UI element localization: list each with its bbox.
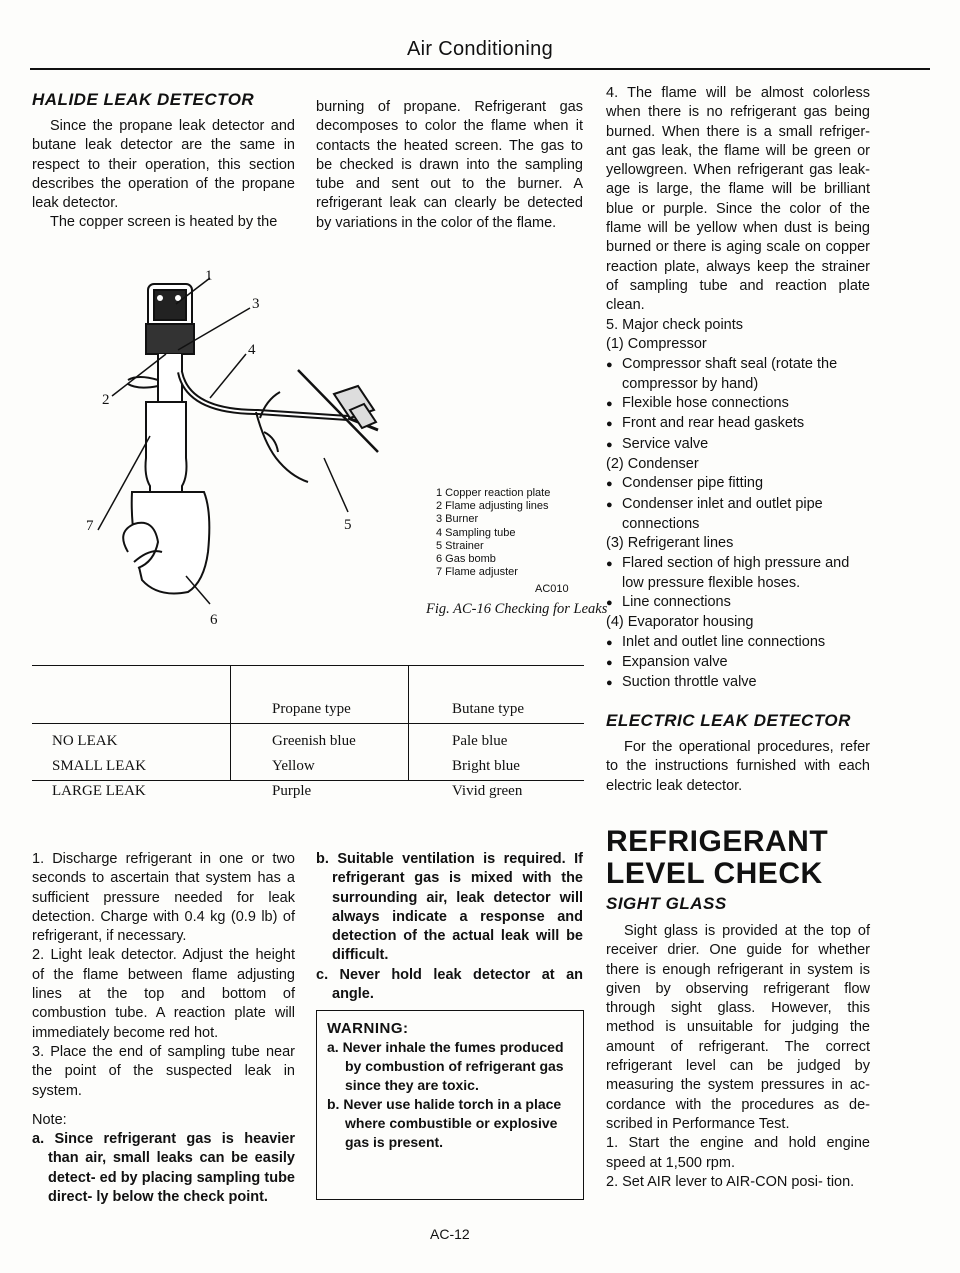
callout-1: 1 [205,268,213,284]
refrigerant-level-heading-2: LEVEL CHECK [606,857,823,890]
list-item: ● Inlet and outlet line connections [606,633,870,653]
step-r1: 1. Start the engine and hold engine speed at 1,500 rpm. [606,1135,870,1171]
warning-item-a: a. Never inhale the fumes produced by combustion of refrigerant gas since they are toxic. [327,1039,564,1093]
electric-leak-paragraph: For the operational procedures, refer to the instructions furnished with each electric leak detector. [606,739,870,794]
check-points-title: 5. Major check points [606,317,744,333]
leak-steps [32,850,295,1207]
note-c: c. Never hold leak detector at an angle. [316,966,583,1003]
legend-item: 5 Strainer [436,539,484,552]
table-row-label: SMALL LEAK [52,758,147,774]
table-cell: Pale blue [452,733,508,749]
callout-2: 2 [102,392,110,408]
callout-6: 6 [210,612,218,628]
table-cell: Greenish blue [272,733,356,749]
table-top-rule [32,665,584,666]
electric-leak-text [606,738,870,796]
list-item: ● Suction throttle valve [606,673,870,693]
legend-item: 3 Burner [436,513,479,526]
figure-caption: Fig. AC-16 Checking for Leaks [426,601,608,617]
callout-7: 7 [86,518,94,534]
note-a: a. Since refrigerant gas is heavier than air, small leaks can be easily detect- ed by placing sampling tube direct- ly below the check point. [32,1131,295,1206]
list-item: ● Flexible hose connections [606,394,870,414]
page-number: AC-12 [430,1226,470,1242]
table-bottom-rule [32,780,584,781]
check-condenser: (2) Condenser [606,456,699,473]
step-r2: 2. Set AIR lever to AIR-CON posi- tion. [606,1173,855,1190]
callout-5: 5 [344,517,352,533]
sight-glass-heading: SIGHT GLASS [606,894,727,913]
table-cell: Bright blue [452,758,520,774]
header-rule [30,68,930,70]
list-item: ● Condenser pipe fitting [606,474,870,494]
list-item: ● Line connections [606,593,870,613]
check-compressor: (1) Compressor [606,336,707,353]
check-refrigerant-lines: (3) Refrigerant lines [606,535,734,552]
step-4: 4. The flame will be almost colorless when there is no refrigerant gas being burned. When there is a small refriger- ant gas leak, the flame will be green or yellowgreen. When refrigerant gas leak- age is large, the flame will be brilliant blue or purple. Since the color of the flame will be yellow when dust is being burned or there is aging scale on copper reaction plate, always keep the strainer of sampling tube and reaction plate clean. [606,85,870,314]
note-label: Note: [32,1111,67,1128]
table-cell: Purple [272,783,312,799]
step-1: 1. Discharge refrigerant in one or two seconds to ascertain that system has a sufficient pressure needed for leak detection. Charge with 0.4 kg (0.9 lb) of refrigerant, if necessary. [32,851,295,945]
legend-item: 1 Copper reaction plate [436,487,551,499]
table-header-propane: Propane type [272,701,351,717]
legend-item: 2 Flame adjusting lines [436,500,549,513]
step-2: 2. Light leak detector. Adjust the height of the flame between flame adjusting lines at the top and bottom of combustion tube. A reaction plate will immediately become red hot. [32,947,295,1041]
halide-intro [32,117,295,233]
list-item: ● Flared section of high pressure and low pressure flexible hoses. [606,554,870,594]
warning-title: WARNING: [327,1020,409,1037]
step-3: 3. Place the end of sampling tube near the point of the suspected leak in system. [32,1043,295,1099]
sight-glass-section [606,922,870,1192]
figure-code: AC010 [535,583,569,595]
warning-box [316,1010,584,1200]
refrigerant-level-heading-1: REFRIGERANT [606,825,829,858]
check-evaporator: (4) Evaporator housing [606,614,754,631]
warning-item-b: b. Never use halide torch in a place where combustible or explosive gas is present. [327,1096,562,1150]
sight-glass-paragraph: Sight glass is provided at the top of receiver drier. One guide for whether there is enough refrigerant in system is given by observing refrigerant flow through sight glass. However, this method is unsuitable for judging the amount of refrigerant. The correct refrigerant level can be judged by measuring the system pressures in ac- cordance with the procedures as de- scribed in Performance Test. [606,923,870,1132]
table-row-label: NO LEAK [52,733,118,749]
list-item: ● Compressor shaft seal (rotate the compressor by hand) [606,355,870,395]
electric-leak-heading: ELECTRIC LEAK DETECTOR [606,711,851,730]
page-header-title: Air Conditioning [407,38,553,60]
list-item: ● Condenser inlet and outlet pipe connections [606,495,870,535]
list-item: ● Service valve [606,435,870,455]
legend-item: 6 Gas bomb [436,553,496,566]
callout-3: 3 [252,296,260,312]
note-b: b. Suitable ventilation is required. If refrigerant gas is mixed with the surrounding air, leak detector will always indicate a response and detection of the actual leak will be difficult. [316,851,583,964]
list-item: ● Expansion valve [606,653,870,673]
notes-continued [316,850,583,1004]
table-cell: Yellow [272,758,315,774]
major-check-points [606,316,870,694]
table-header-butane: Butane type [452,701,525,717]
callout-4: 4 [248,342,256,358]
legend-item: 4 Sampling tube [436,526,516,539]
legend-item: 7 Flame adjuster [436,566,518,579]
table-header-rule [32,723,584,724]
halide-p2: The copper screen is heated by the [50,214,278,231]
halide-p3: burning of propane. Refrigerant gas decomposes to color the flame when it contacts the heated screen. The gas to be checked is drawn into the sampling tube and sent out to the burner. A refrigerant leak can clearly be detected by variations in the color of the flame. [316,99,583,231]
halide-heading: HALIDE LEAK DETECTOR [32,90,255,109]
leak-detector-illustration [28,262,588,642]
table-row-label: LARGE LEAK [52,783,146,799]
list-item: ● Front and rear head gaskets [606,414,870,434]
figure-legend [436,487,550,579]
table-cell: Vivid green [452,783,523,799]
halide-p1: Since the propane leak detector and butane leak detector are the same in respect to their operation, this section describes the operation of the propane leak detector. [32,118,295,212]
